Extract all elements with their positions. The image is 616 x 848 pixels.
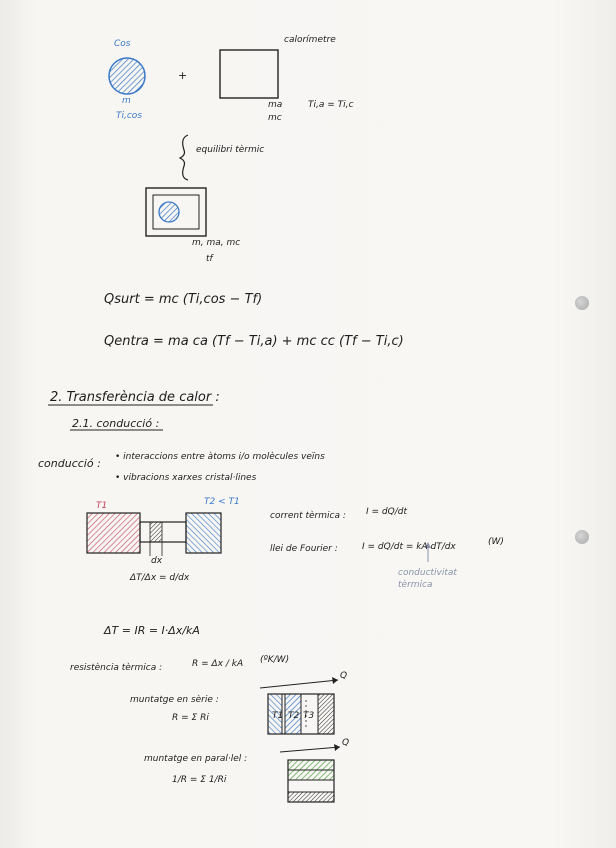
cos-sphere [109, 58, 145, 94]
heat-in-equation: Qentra = ma ca (Tf − Ti,a) + mc cc (Tf − Ti,c) [104, 334, 404, 349]
calorimeter-box [220, 50, 278, 98]
fourier-eq: I = dQ/dt = kA dT/dx [362, 542, 456, 552]
subsection-title: 2.1. conducció : [72, 417, 160, 430]
parallel-eq: 1/R = Σ 1/Ri [172, 775, 227, 785]
calorimetre-label: calorímetre [284, 35, 336, 45]
initial-temp-cos: Ti,cos [116, 111, 143, 121]
series-q-label: Q [340, 671, 348, 681]
equilibrium-label: equilibri tèrmic [196, 145, 265, 155]
series-t2: T2 [288, 711, 300, 721]
thermal-current-label: corrent tèrmica : [270, 511, 346, 521]
series-t3: T3 [303, 711, 315, 721]
cold-temp-label: T2 < T1 [204, 497, 240, 507]
calorimeter-mass-label: mc [268, 113, 282, 123]
series-label: muntatge en sèrie : [130, 695, 219, 705]
conduction-bullet-2: • vibracions xarxes cristal·lines [115, 473, 257, 483]
thermal-current-eq: I = dQ/dt [366, 507, 407, 517]
parallel-slabs [288, 760, 334, 802]
parallel-label: muntatge en paral·lel : [144, 754, 248, 764]
final-masses-label: m, ma, mc [192, 238, 241, 248]
final-temp-label: tf [206, 254, 213, 264]
series-eq: R = Σ Ri [172, 713, 209, 723]
section-title: 2. Transferència de calor : [50, 390, 220, 405]
thermal-resistance-eq: R = Δx / kA [192, 659, 244, 669]
thermal-resistance-label: resistència tèrmica : [70, 663, 163, 673]
equilibrium-sphere [159, 202, 179, 222]
delta-t-equation: ΔT = IR = I·Δx/kA [104, 624, 200, 637]
conduction-bar [87, 513, 221, 556]
conductivity-note: conductivitat tèrmica [398, 568, 457, 590]
water-mass-label: ma [268, 100, 283, 110]
hot-temp-label: T1 [96, 501, 108, 511]
dx-label: dx [151, 556, 163, 566]
series-t1: T1 [272, 711, 284, 721]
fourier-units: (W) [488, 537, 504, 547]
equilibrium-brace [180, 135, 188, 180]
gradient-ratio: ΔT/Δx = d/dx [130, 573, 190, 583]
fourier-label: llei de Fourier : [270, 544, 338, 554]
parallel-q-label: Q [342, 738, 350, 748]
conduction-label: conducció : [38, 457, 101, 470]
initial-temps: Ti,a = Ti,c [308, 100, 354, 110]
heat-out-equation: Qsurt = mc (Ti,cos − Tf) [104, 292, 263, 307]
plus-sign: + [178, 69, 188, 82]
mass-label: m [122, 96, 131, 106]
cos-label: Cos [114, 39, 131, 49]
conduction-bullet-1: • interaccions entre àtoms i/o molècules veïns [115, 452, 325, 462]
thermal-resistance-units: (ºK/W) [260, 655, 290, 665]
